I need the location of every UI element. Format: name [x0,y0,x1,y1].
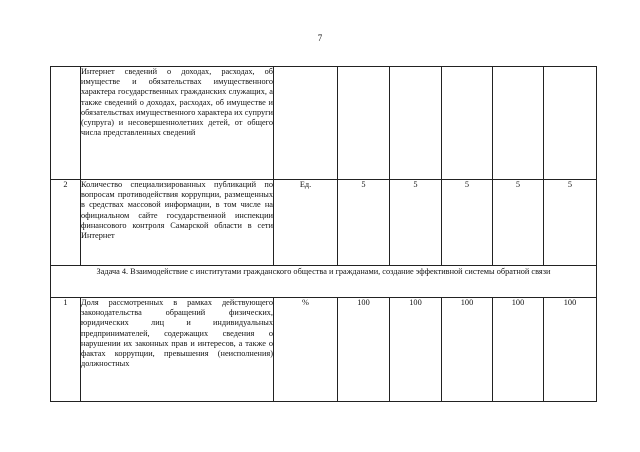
page-number: 7 [317,33,323,43]
value-cell: 5 [442,180,493,266]
value-cell: 100 [338,298,390,402]
row-number: 1 [51,298,81,402]
unit-cell [274,67,338,180]
task-heading-row [51,266,597,298]
row-number: 2 [51,180,81,266]
value-cell [390,67,442,180]
value-cell [338,67,390,180]
table-row-continued [51,67,597,180]
value-cell: 5 [338,180,390,266]
indicator-description: Количество специализированных публикаций по вопросам противодействия коррупции, размещенных в средствах массовой информации, в том числе на официальном сайте государственной инспекции финансового контроля Самарской области в сети Интернет [81,180,274,266]
value-cell: 100 [544,298,597,402]
value-cell: 5 [544,180,597,266]
value-cell: 100 [390,298,442,402]
task-4-heading: Задача 4. Взаимодействие с институтами гражданского общества и гражданами, создание эффективной системы обратной связи [51,266,597,298]
value-cell: 100 [493,298,544,402]
indicators-table [50,66,597,402]
unit-cell: Ед. [274,180,338,266]
value-cell [544,67,597,180]
value-cell: 5 [390,180,442,266]
table-row [51,298,597,402]
value-cell [493,67,544,180]
table-row [51,180,597,266]
indicator-description: Доля рассмотренных в рамках действующего законодательства обращений физических, юридических лиц и индивидуальных предпринимателей, содержащих сведения о нарушении их законных прав и интересов, а также о фактах коррупции, превышения (неисполнения) должностных [81,298,274,402]
row-number [51,67,81,180]
value-cell [442,67,493,180]
unit-cell: % [274,298,338,402]
indicator-description: Интернет сведений о доходах, расходах, об имуществе и обязательствах имущественного характера государственных гражданских служащих, а также сведений о доходах, расходах, об имуществе и обязательствах имущественного характера их супруги (супруга) и несовершеннолетних детей, от общего числа представленных сведений [81,67,274,180]
value-cell: 100 [442,298,493,402]
value-cell: 5 [493,180,544,266]
